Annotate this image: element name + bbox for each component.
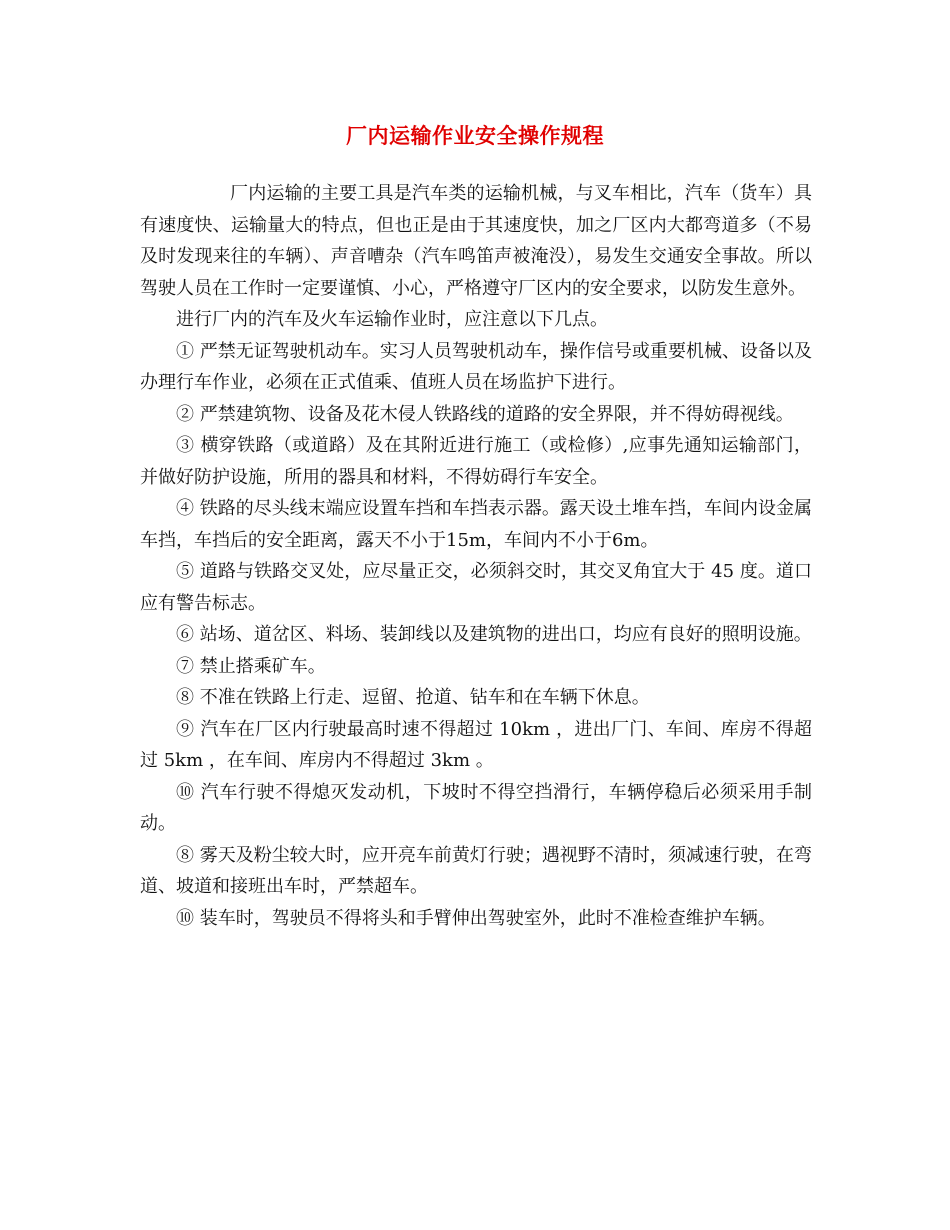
rule-item-8: ⑧ 不准在铁路上行走、逗留、抢道、钻车和在车辆下休息。 [176, 687, 650, 708]
rule-item-9: ⑨ 汽车在厂区内行驶最高时速不得超过 10km ，进出厂门、车间、库房不得超过 5km ，在车间、库房内不得超过 3km 。 [140, 718, 812, 771]
document-body [140, 178, 812, 934]
rule-item-1: ① 严禁无证驾驶机动车。实习人员驾驶机动车，操作信号或重要机械、设备以及办理行车作业，必须在正式值乘、值班人员在场监护下进行。 [140, 340, 812, 393]
page-title: 厂内运输作业安全操作规程 [346, 123, 604, 148]
rule-item-11: ⑧ 雾天及粉尘较大时，应开亮车前黄灯行驶；遇视野不清时，须减速行驶，在弯道、坡道和接班出车时，严禁超车。 [140, 844, 812, 897]
rule-item-12: ⑩ 装车时，驾驶员不得将头和手臂伸出驾驶室外，此时不准检查维护车辆。 [176, 907, 776, 929]
rule-item-10: ⑩ 汽车行驶不得熄灭发动机，下坡时不得空挡滑行，车辆停稳后必须采用手制动。 [140, 781, 812, 834]
rule-item-5: ⑤ 道路与铁路交叉处，应尽量正交，必须斜交时，其交叉角宜大于 45 度。道口应有警告标志。 [140, 561, 812, 614]
rule-item-6: ⑥ 站场、道岔区、料场、装卸线以及建筑物的进出口，均应有良好的照明设施。 [176, 624, 812, 645]
rule-item-3: ③ 横穿铁路（或道路）及在其附近进行施工（或检修）,应事先通知运输部门，并做好防护设施，所用的器具和材料，不得妨碍行车安全。 [140, 435, 812, 488]
rule-item-7: ⑦ 禁止搭乘矿车。 [176, 655, 326, 677]
lead-in-paragraph: 进行厂内的汽车及火车运输作业时，应注意以下几点。 [176, 309, 608, 330]
intro-paragraph: 厂内运输的主要工具是汽车类的运输机械，与叉车相比，汽车（货车）具有速度快、运输量大的特点，但也正是由于其速度快，加之厂区内大都弯道多（不易及时发现来往的车辆）、声音嘈杂（汽车鸣笛声被淹没），易发生交通安全事故。所以驾驶人员在工作时一定要谨慎、小心，严格遵守厂区内的安全要求，以防发生意外。 [140, 183, 812, 299]
rule-item-2: ② 严禁建筑物、设备及花木侵人铁路线的道路的安全界限，并不得妨碍视线。 [176, 403, 794, 425]
rule-item-4: ④ 铁路的尽头线末端应设置车挡和车挡表示器。露天设土堆车挡，车间内设金属车挡，车挡后的安全距离，露天不小于15m，车间内不小于6m。 [140, 498, 812, 551]
